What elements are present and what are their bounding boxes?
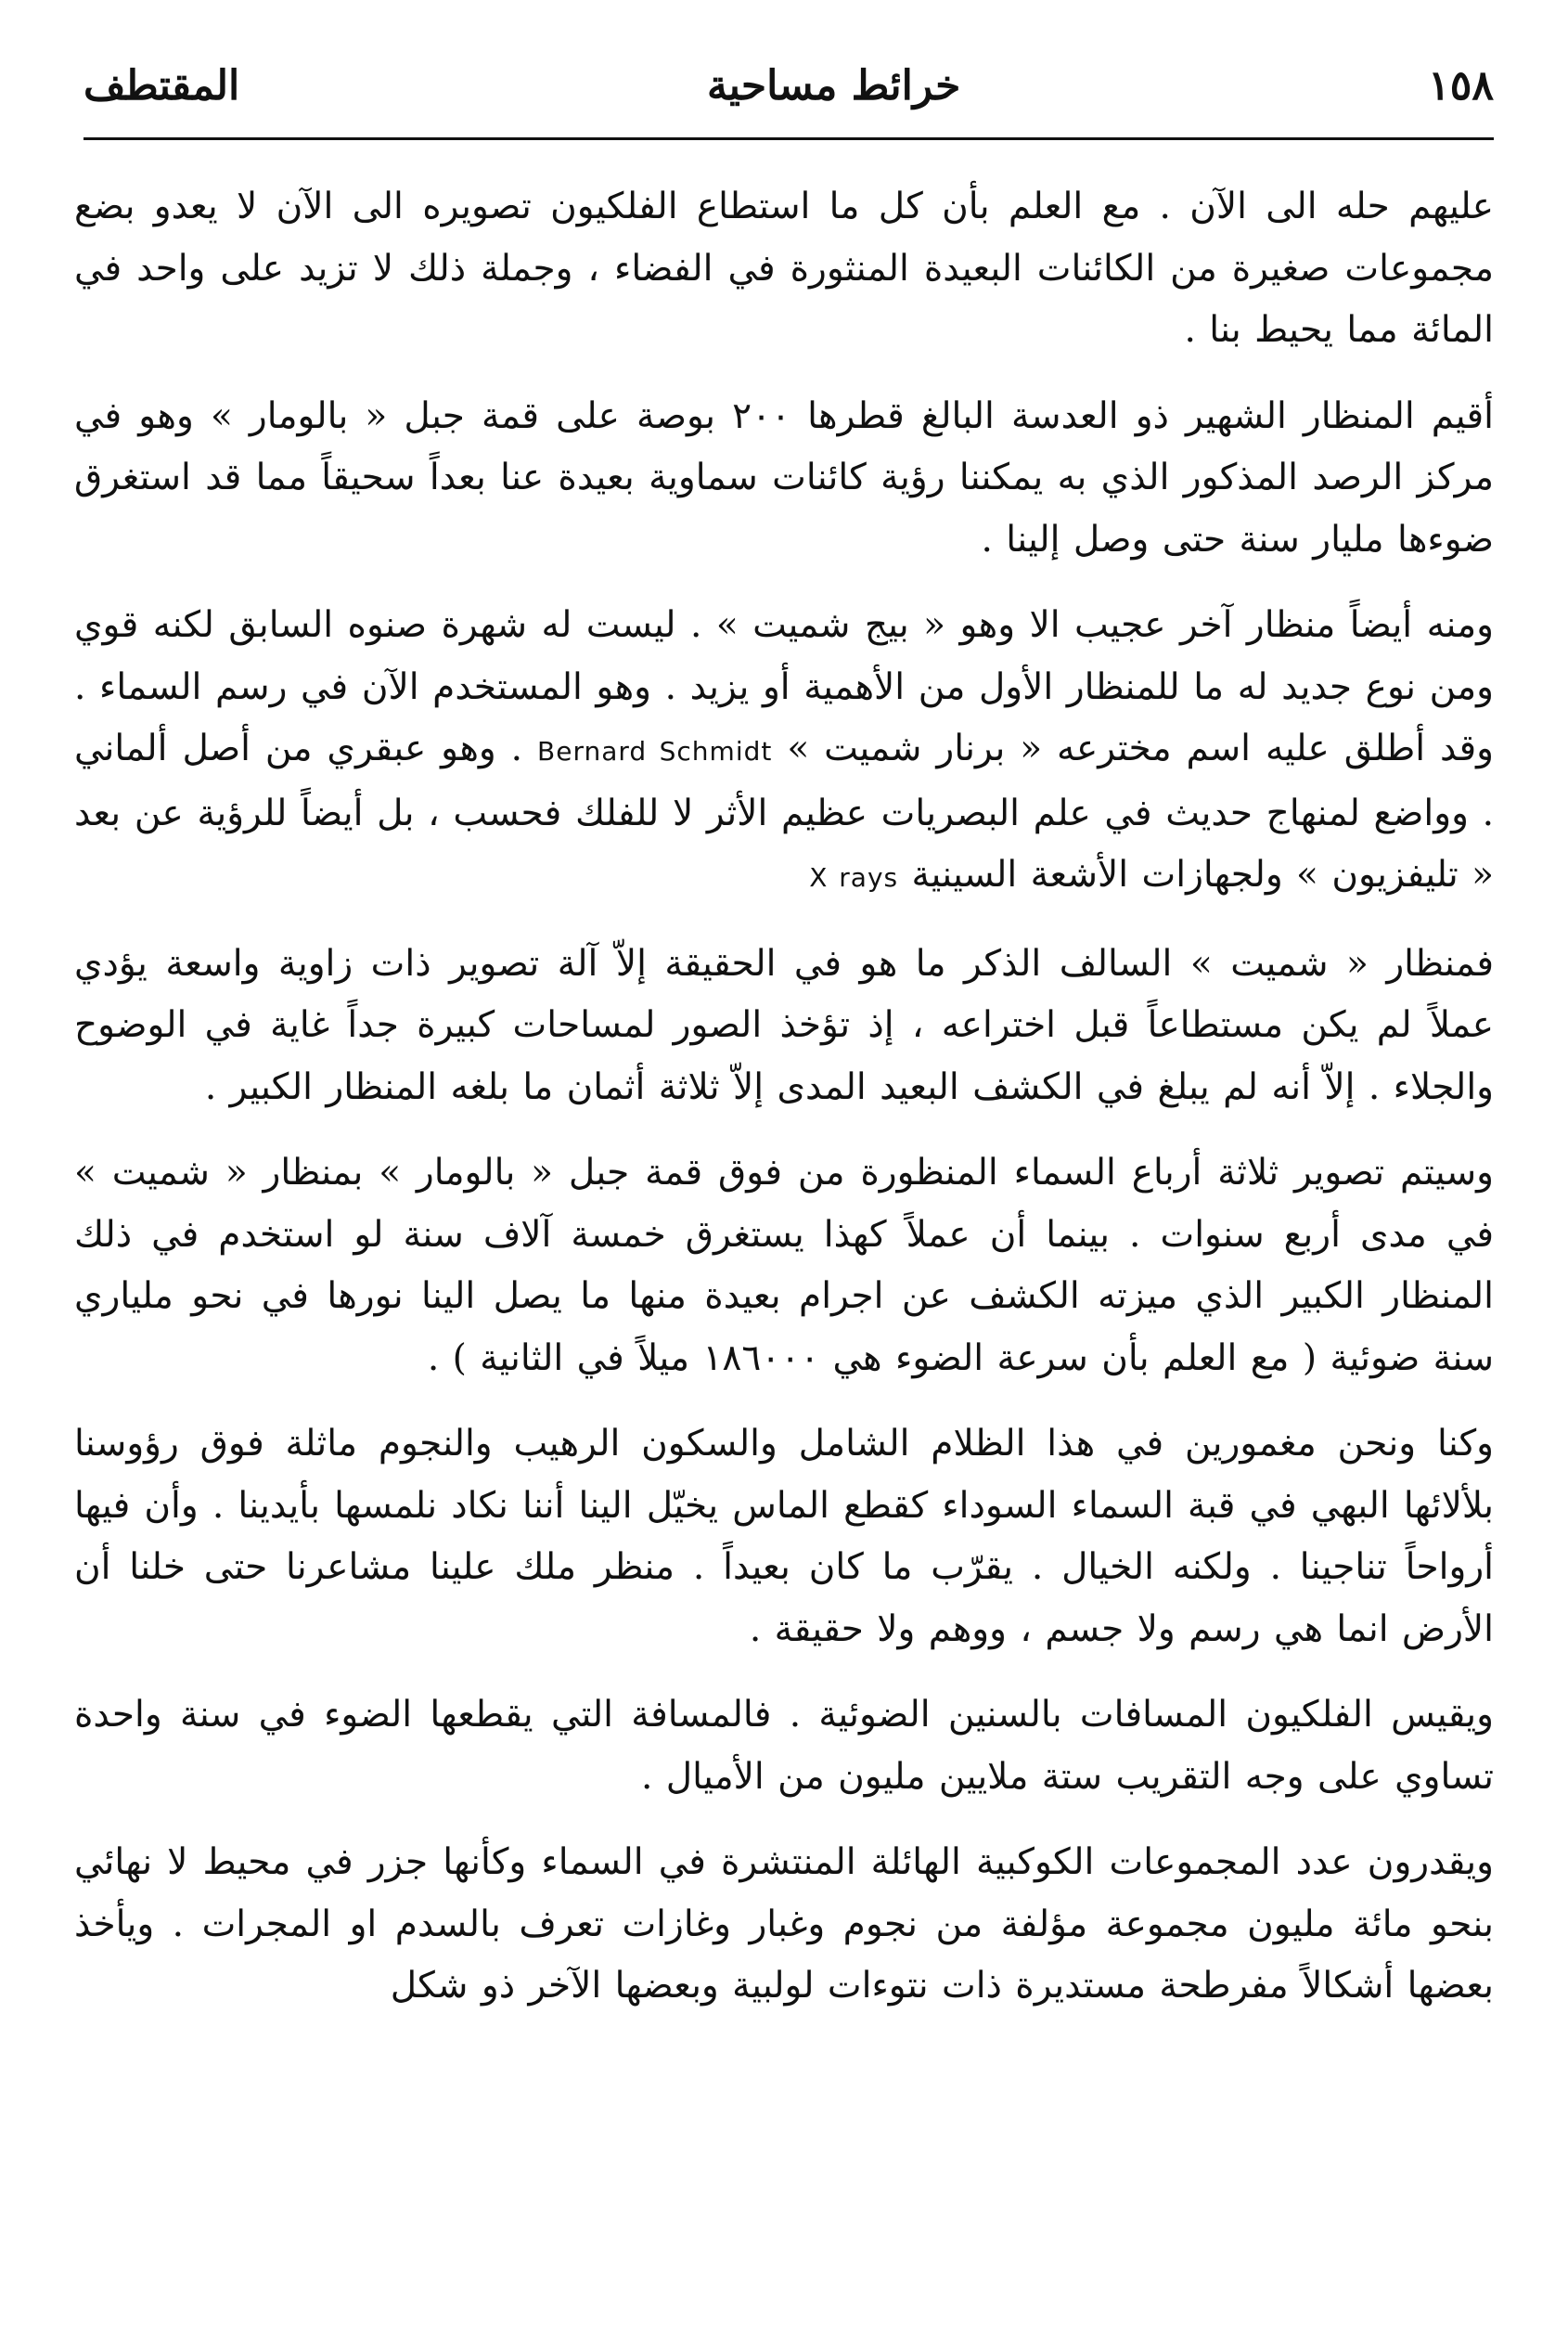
paragraph-6: وكنا ونحن مغمورين في هذا الظلام الشامل والسكون الرهيب والنجوم ماثلة فوق رؤوسنا بلألائها البهي في قبة السماء السوداء كقطع الماس يخيّل الينا أننا نكاد نلمسها بأيدينا . وأن فيها أرواحاً تناجينا . ولكنه الخيال . يقرّب ما كان بعيداً . منظر ملك علينا مشاعرنا حتى خلنا أن الأرض انما هي رسم ولا جسم ، ووهم ولا حقيقة . bbox=[74, 1423, 1494, 1650]
paragraph-3-part-b: . وهو عبقري من أصل ألماني . وواضع لمنهاج حديث في علم البصريات عظيم الأثر لا للفلك فحسب ، بل أيضاً للرؤية عن بعد « تليفزيون » ولجهازات الأشعة السينية bbox=[74, 728, 1494, 896]
page-title: خرائط مساحية bbox=[707, 61, 961, 110]
page-number: ١٥٨ bbox=[1428, 61, 1494, 110]
running-header bbox=[84, 48, 1494, 123]
header-rule bbox=[84, 137, 1494, 140]
paragraph-7: ويقيس الفلكيون المسافات بالسنين الضوئية . فالمسافة التي يقطعها الضوء في سنة واحدة تساوي على وجه التقريب ستة ملايين مليون من الأميال . bbox=[74, 1694, 1494, 1798]
journal-name: المقتطف bbox=[84, 61, 240, 110]
latin-name-bernard-schmidt: Bernard Schmidt bbox=[537, 736, 773, 767]
paragraph-2: أقيم المنظار الشهير ذو العدسة البالغ قطرها ٢٠٠ بوصة على قمة جبل « بالومار » وهو في مركز الرصد المذكور الذي به يمكننا رؤية كائنات سماوية بعيدة عنا بعداً سحيقاً مما قد استغرق ضوءها مليار سنة حتى وصل إلينا . bbox=[74, 394, 1495, 561]
paragraph-3 bbox=[74, 595, 1494, 910]
paragraph-3-part-a: ومنه أيضاً منظار آخر عجيب الا وهو « بيج شميت » . ليست له شهرة صنوه السابق لكنه قوي ومن نوع جديد له ما للمنظار الأول من الأهمية أو يزيد . وهو المستخدم الآن في رسم السماء . وقد أطلق عليه اسم مخترعه « برنار شميت » bbox=[74, 604, 1494, 769]
paragraph-5: وسيتم تصوير ثلاثة أرباع السماء المنظورة من فوق قمة جبل « بالومار » بمنظار « شميت » في مدى أربع سنوات . بينما أن عملاً كهذا يستغرق خمسة آلاف سنة لو استخدم في ذلك المنظار الكبير الذي ميزته الكشف عن اجرام بعيدة منها ما يصل الينا نورها في نحو ملياري سنة ضوئية ( مع العلم بأن سرعة الضوء هي ١٨٦٠٠٠ ميلاً في الثانية ) . bbox=[74, 1152, 1494, 1379]
latin-term-x-rays: X rays bbox=[809, 862, 899, 893]
paragraph-8: ويقدرون عدد المجموعات الكوكبية الهائلة المنتشرة في السماء وكأنها جزر في محيط لا نهائي بنحو مائة مليون مجموعة مؤلفة من نجوم وغبار وغازات تعرف بالسدم او المجرات . ويأخذ بعضها أشكالاً مفرطحة مستديرة ذات نتوءات لولبية وبعضها الآخر ذو شكل bbox=[74, 1841, 1494, 2007]
article-body bbox=[74, 176, 1494, 2312]
paragraph-4: فمنظار « شميت » السالف الذكر ما هو في الحقيقة إلاّ آلة تصوير ذات زاوية واسعة يؤدي عملاً لم يكن مستطاعاً قبل اختراعه ، إذ تؤخذ الصور لمساحات كبيرة جداً غاية في الوضوح والجلاء . إلاّ أنه لم يبلغ في الكشف البعيد المدى إلاّ ثلاثة أثمان ما بلغه المنظار الكبير . bbox=[74, 942, 1494, 1108]
paragraph-1: عليهم حله الى الآن . مع العلم بأن كل ما استطاع الفلكيون تصويره الى الآن لا يعدو بضع مجموعات صغيرة من الكائنات البعيدة المنثورة في الفضاء ، وجملة ذلك لا تزيد على واحد في المائة مما يحيط بنا . bbox=[74, 186, 1494, 351]
